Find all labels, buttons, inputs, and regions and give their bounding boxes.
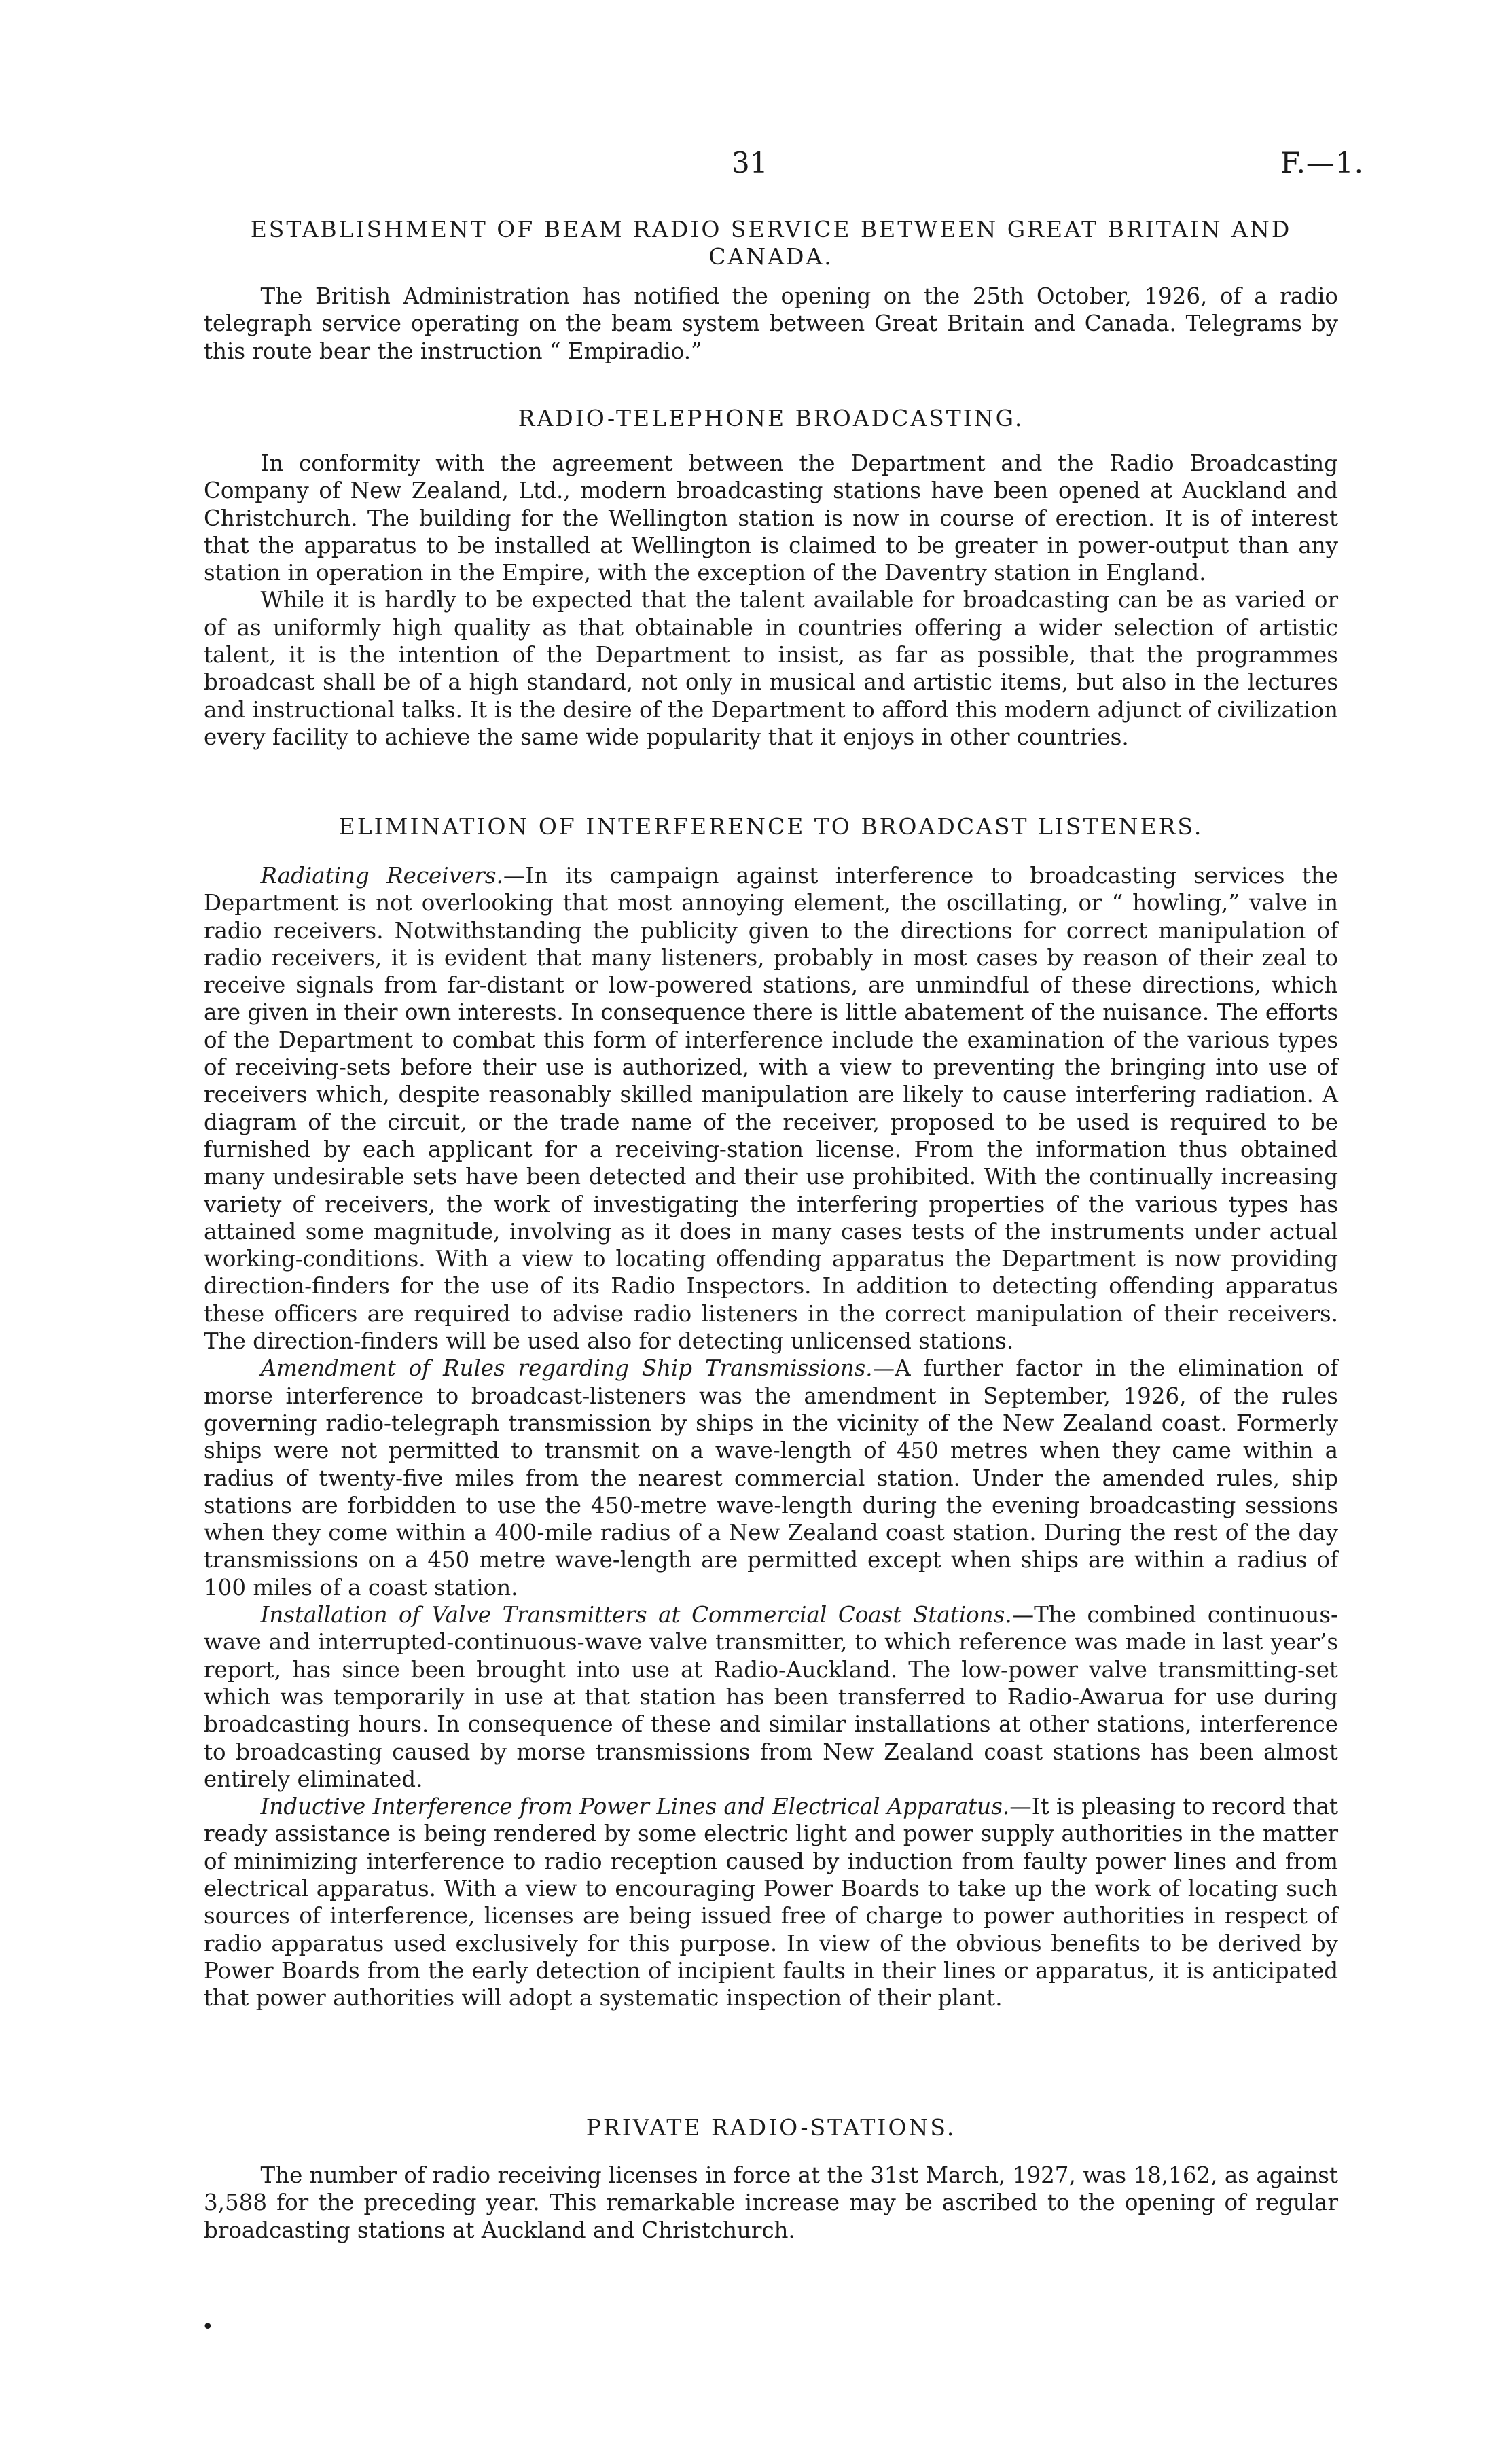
section-radio-telephone-broadcasting	[204, 405, 1338, 751]
paragraph-lead: Amendment of Rules regarding Ship Transmissions.	[260, 1355, 873, 1382]
paragraph	[204, 1793, 1338, 2012]
section-heading: PRIVATE RADIO-STATIONS.	[586, 2114, 956, 2141]
paragraph-text: —In its campaign against interference to broadcasting services the Department is not overlooking that most annoying element, the oscillating, or “ howling,” valve in radio receivers. Notwithstanding the publicity given to the directions for correct manipulation of radio receivers, it is evident that many listeners, probably in most cases by reason of their zeal to receive signals from far-distant or low-powered stations, are unmindful of these directions, which are given in their own interests. In consequence there is little abatement of the nuisance. The efforts of the Department to combat this form of interference include the examination of the various types of receiving-sets before their use is authorized, with a view to preventing the bringing into use of receivers which, despite reasonably skilled manipulation are likely to cause interfering radiation. A diagram of the circuit, or the trade name of the receiver, proposed to be used is required to be furnished by each applicant for a receiving-station license. From the information thus obtained many undesirable sets have been detected and their use prohibited. With the continually increasing variety of receivers, the work of investigating the interfering properties of the various types has attained some magnitude, involving as it does in many cases tests of the instruments under actual working-conditions. With a view to locating offending apparatus the Department is now providing direction-finders for the use of its Radio Inspectors. In addition to detecting offending apparatus these officers are required to advise radio listeners in the correct manipulation of their receivers. The direction-finders will be used also for detecting unlicensed stations.	[204, 863, 1338, 1355]
paragraph	[204, 586, 1338, 751]
paragraph-text: —It is pleasing to record that ready assistance is being rendered by some electric light and power supply authorities in the matter of minimizing interference to radio reception caused by induction from faulty power lines and from electrical apparatus. With a view to encouraging Power Boards to take up the work of locating such sources of interference, licenses are being issued free of charge to power authorities in respect of radio apparatus used exclusively for this purpose. In view of the obvious benefits to be derived by Power Boards from the early detection of incipient faults in their lines or apparatus, it is anticipated that power authorities will adopt a systematic inspection of their plant.	[204, 1793, 1338, 2012]
paragraph-lead: Radiating Receivers.	[260, 863, 503, 889]
section-heading: RADIO-TELEPHONE BROADCASTING.	[518, 405, 1024, 431]
section-heading: ESTABLISHMENT OF BEAM RADIO SERVICE BETWEEN GREAT BRITAIN AND CANADA.	[250, 216, 1292, 270]
section-beam-radio	[204, 216, 1338, 365]
section-heading: ELIMINATION OF INTERFERENCE TO BROADCAST LISTENERS.	[338, 813, 1204, 840]
section-private-radio-stations	[204, 2114, 1338, 2244]
paragraph-text: —A further factor in the elimination of morse interference to broadcast-listeners was the amendment in September, 1926, of the rules governing radio-telegraph transmission by ships in the vicinity of the New Zealand coast. Formerly ships were not permitted to transmit on a wave-length of 450 metres when they came within a radius of twenty-five miles from the nearest commercial station. Under the amended rules, ship stations are forbidden to use the 450-metre wave-length during the evening broadcasting sessions when they come within a 400-mile radius of a New Zealand coast station. During the rest of the day transmissions on a 450 metre wave-length are permitted except when ships are within a radius of 100 miles of a coast station.	[204, 1355, 1338, 1601]
paragraph-text: While it is hardly to be expected that the talent available for broadcasting can be as varied or of as uniformly high quality as that obtainable in countries offering a wider selection of artistic talent, it is the intention of the Department to insist, as far as possible, that the programmes broadcast shall be of a high standard, not only in musical and artistic items, but also in the lectures and instructional talks. It is the desire of the Department to afford this modern adjunct of civilization every facility to achieve the same wide popularity that it enjoys in other countries.	[204, 587, 1338, 750]
paragraph-lead: Inductive Interference from Power Lines and Electrical Apparatus.	[260, 1793, 1010, 1820]
paragraph	[204, 862, 1338, 1355]
paragraph-lead: Installation of Valve Transmitters at Commercial Coast Stations.	[260, 1602, 1012, 1628]
paragraph-text: —The combined continuous-wave and interrupted-continuous-wave valve transmitter, to which reference was made in last year’s report, has since been brought into use at Radio-Auckland. The low-power valve transmitting-set which was temporarily in use at that station has been transferred to Radio-Awarua for use during broadcasting hours. In consequence of these and similar installations at other stations, interference to broadcasting caused by morse transmissions from New Zealand coast stations has been almost entirely eliminated.	[204, 1602, 1338, 1792]
paragraph	[204, 2162, 1338, 2244]
page-number: 31	[732, 146, 768, 179]
paragraph	[204, 283, 1338, 365]
footer-mark: •	[202, 2315, 214, 2339]
paragraph-text: The number of radio receiving licenses in force at the 31st March, 1927, was 18,162, as against 3,588 for the preceding year. This remarkable increase may be ascribed to the opening of regular broadcasting stations at Auckland and Christchurch.	[204, 2162, 1338, 2243]
paragraph	[204, 1355, 1338, 1601]
page-header	[0, 146, 1493, 187]
paragraph-text: In conformity with the agreement between the Department and the Radio Broadcasting Company of New Zealand, Ltd., modern broadcasting stations have been opened at Auckland and Christchurch. The building for the Wellington station is now in course of erection. It is of interest that the apparatus to be installed at Wellington is claimed to be greater in power-output than any station in operation in the Empire, with the exception of the Daventry station in England.	[204, 450, 1338, 586]
paragraph-text: The British Administration has notified the opening on the 25th October, 1926, of a radio telegraph service operating on the beam system between Great Britain and Canada. Telegrams by this route bear the instruction “ Empiradio.”	[204, 283, 1338, 364]
paragraph	[204, 450, 1338, 586]
section-interference-elimination	[204, 813, 1338, 2012]
document-code: F.—1.	[1280, 146, 1364, 179]
paragraph	[204, 1601, 1338, 1793]
